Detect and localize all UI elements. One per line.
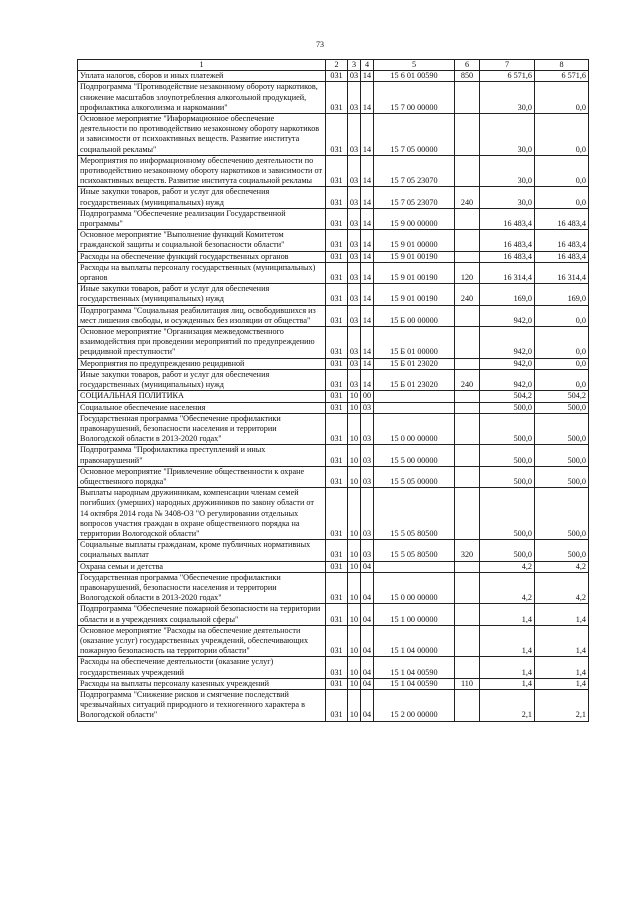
row-name-cell: Подпрограмма "Социальная реабилитация лиц, освободившихся из мест лишения свободы, и осужденных без изоляции от общества" [78,305,326,326]
row-expense-type-cell [455,413,480,445]
row-subsection-cell: 00 [361,391,374,402]
row-subsection-cell: 14 [361,251,374,262]
table-header-row [78,60,589,71]
row-target-article-cell: 15 5 05 00000 [374,466,455,487]
row-amount-1-cell: 942,0 [480,327,535,359]
row-amount-2-cell: 504,2 [535,391,589,402]
row-expense-type-cell [455,327,480,359]
row-name-cell: Иные закупки товаров, работ и услуг для обеспечения государственных (муниципальных) нужд [78,187,326,208]
row-amount-1-cell: 500,0 [480,413,535,445]
row-expense-type-cell [455,305,480,326]
row-section-cell: 10 [348,391,361,402]
row-admin-code-cell: 031 [326,187,348,208]
table-row [78,251,589,262]
row-subsection-cell: 03 [361,488,374,540]
row-expense-type-cell [455,230,480,251]
row-target-article-cell: 15 9 01 00190 [374,251,455,262]
row-amount-1-cell: 30,0 [480,155,535,187]
row-expense-type-cell: 240 [455,369,480,390]
table-row [78,689,589,721]
row-expense-type-cell [455,445,480,466]
table-row [78,488,589,540]
header-cell: 3 [348,60,361,71]
row-amount-2-cell: 16 483,4 [535,208,589,229]
row-subsection-cell: 04 [361,604,374,625]
row-subsection-cell: 14 [361,155,374,187]
row-admin-code-cell: 031 [326,327,348,359]
row-name-cell: Подпрограмма "Профилактика преступлений и иных правонарушений" [78,445,326,466]
row-section-cell: 03 [348,284,361,305]
row-admin-code-cell: 031 [326,82,348,114]
row-subsection-cell: 03 [361,402,374,413]
row-admin-code-cell: 031 [326,540,348,561]
row-subsection-cell: 14 [361,114,374,156]
row-section-cell: 10 [348,657,361,678]
row-name-cell: Расходы на обеспечение функций государственных органов [78,251,326,262]
row-expense-type-cell [455,391,480,402]
table-row [78,358,589,369]
row-expense-type-cell: 240 [455,284,480,305]
row-target-article-cell: 15 7 05 00000 [374,114,455,156]
row-target-article-cell: 15 9 01 00190 [374,284,455,305]
row-name-cell: Подпрограмма "Обеспечение пожарной безопасности на территории области и в учреждениях социальной сферы" [78,604,326,625]
row-target-article-cell: 15 7 05 23070 [374,155,455,187]
row-expense-type-cell [455,155,480,187]
row-admin-code-cell: 031 [326,208,348,229]
table-row [78,466,589,487]
row-admin-code-cell: 031 [326,358,348,369]
row-expense-type-cell: 120 [455,262,480,283]
row-admin-code-cell: 031 [326,488,348,540]
row-section-cell: 03 [348,155,361,187]
row-subsection-cell: 14 [361,71,374,82]
row-expense-type-cell [455,251,480,262]
row-target-article-cell: 15 9 01 00000 [374,230,455,251]
row-admin-code-cell: 031 [326,305,348,326]
row-subsection-cell: 14 [361,187,374,208]
row-name-cell: Расходы на выплаты персоналу казенных учреждений [78,678,326,689]
header-cell: 7 [480,60,535,71]
header-cell: 1 [78,60,326,71]
row-name-cell: Основное мероприятие "Расходы на обеспечение деятельности (оказание услуг) государственных учреждений, обеспечивающих пожарную безопасность на территории области" [78,625,326,657]
row-name-cell: Государственная программа "Обеспечение профилактики правонарушений, безопасности населения и территории Вологодской области в 2013-2020 годах" [78,572,326,604]
table-row [78,284,589,305]
row-section-cell: 10 [348,625,361,657]
row-amount-2-cell: 0,0 [535,82,589,114]
row-section-cell: 10 [348,488,361,540]
table-row [78,230,589,251]
row-amount-2-cell: 0,0 [535,358,589,369]
row-section-cell: 03 [348,230,361,251]
row-target-article-cell: 15 Б 01 23020 [374,369,455,390]
row-amount-1-cell: 16 483,4 [480,251,535,262]
row-admin-code-cell: 031 [326,262,348,283]
row-expense-type-cell [455,208,480,229]
row-amount-2-cell: 500,0 [535,445,589,466]
row-section-cell: 03 [348,187,361,208]
row-subsection-cell: 03 [361,413,374,445]
row-subsection-cell: 14 [361,305,374,326]
row-admin-code-cell: 031 [326,572,348,604]
table-row [78,402,589,413]
row-expense-type-cell [455,561,480,572]
row-expense-type-cell: 850 [455,71,480,82]
row-name-cell: Основное мероприятие "Организация межведомственного взаимодействия при проведении мероприятий по предупреждению рецидивной преступности" [78,327,326,359]
row-target-article-cell: 15 5 00 00000 [374,445,455,466]
row-amount-1-cell: 30,0 [480,82,535,114]
row-amount-2-cell: 1,4 [535,678,589,689]
row-amount-2-cell: 4,2 [535,561,589,572]
row-admin-code-cell: 031 [326,625,348,657]
table-row [78,625,589,657]
table-row [78,187,589,208]
row-amount-1-cell: 30,0 [480,114,535,156]
row-admin-code-cell: 031 [326,71,348,82]
row-amount-1-cell: 4,2 [480,561,535,572]
header-cell: 2 [326,60,348,71]
row-amount-2-cell: 16 314,4 [535,262,589,283]
row-subsection-cell: 04 [361,689,374,721]
row-subsection-cell: 03 [361,540,374,561]
row-target-article-cell [374,391,455,402]
row-amount-1-cell: 500,0 [480,445,535,466]
row-amount-1-cell: 942,0 [480,358,535,369]
row-target-article-cell: 15 1 04 00590 [374,678,455,689]
row-target-article-cell: 15 1 04 00000 [374,625,455,657]
row-amount-1-cell: 504,2 [480,391,535,402]
row-target-article-cell: 15 5 05 80500 [374,540,455,561]
row-section-cell: 03 [348,369,361,390]
row-amount-1-cell: 16 314,4 [480,262,535,283]
row-amount-2-cell: 0,0 [535,305,589,326]
row-target-article-cell: 15 1 04 00590 [374,657,455,678]
row-name-cell: Расходы на выплаты персоналу государственных (муниципальных) органов [78,262,326,283]
row-name-cell: Уплата налогов, сборов и иных платежей [78,71,326,82]
row-admin-code-cell: 031 [326,413,348,445]
row-name-cell: Государственная программа "Обеспечение профилактики правонарушений, безопасности населения и территории Вологодской области в 2013-2020 годах" [78,413,326,445]
row-subsection-cell: 14 [361,369,374,390]
row-name-cell: Подпрограмма "Обеспечение реализации Государственной программы" [78,208,326,229]
table-row [78,391,589,402]
row-expense-type-cell [455,488,480,540]
row-admin-code-cell: 031 [326,230,348,251]
row-amount-1-cell: 942,0 [480,305,535,326]
row-amount-2-cell: 1,4 [535,657,589,678]
row-amount-2-cell: 500,0 [535,413,589,445]
row-subsection-cell: 03 [361,466,374,487]
table-row [78,657,589,678]
row-expense-type-cell [455,689,480,721]
row-name-cell: Основное мероприятие "Выполнение функций Комитетом гражданской защиты и социальной безопасности области" [78,230,326,251]
row-target-article-cell: 15 9 00 00000 [374,208,455,229]
row-name-cell: Основное мероприятие "Привлечение общественности к охране общественного порядка" [78,466,326,487]
row-subsection-cell: 04 [361,572,374,604]
row-subsection-cell: 03 [361,445,374,466]
row-expense-type-cell [455,82,480,114]
row-section-cell: 10 [348,689,361,721]
row-section-cell: 03 [348,262,361,283]
row-target-article-cell: 15 7 00 00000 [374,82,455,114]
row-section-cell: 10 [348,402,361,413]
row-section-cell: 03 [348,327,361,359]
table-row [78,71,589,82]
row-expense-type-cell [455,114,480,156]
row-name-cell: Мероприятия по предупреждению рецидивной [78,358,326,369]
row-amount-1-cell: 1,4 [480,678,535,689]
row-amount-2-cell: 16 483,4 [535,230,589,251]
row-admin-code-cell: 031 [326,369,348,390]
row-expense-type-cell [455,604,480,625]
row-expense-type-cell [455,402,480,413]
row-amount-2-cell: 4,2 [535,572,589,604]
row-name-cell: Охрана семьи и детства [78,561,326,572]
row-target-article-cell: 15 1 00 00000 [374,604,455,625]
row-target-article-cell: 15 5 05 80500 [374,488,455,540]
row-amount-2-cell: 169,0 [535,284,589,305]
row-subsection-cell: 14 [361,358,374,369]
row-subsection-cell: 04 [361,625,374,657]
row-section-cell: 03 [348,82,361,114]
row-amount-2-cell: 2,1 [535,689,589,721]
header-cell: 6 [455,60,480,71]
row-amount-2-cell: 0,0 [535,187,589,208]
row-amount-2-cell: 1,4 [535,625,589,657]
row-expense-type-cell [455,358,480,369]
row-section-cell: 03 [348,358,361,369]
table-row [78,561,589,572]
row-amount-1-cell: 1,4 [480,625,535,657]
row-amount-1-cell: 6 571,6 [480,71,535,82]
row-admin-code-cell: 031 [326,402,348,413]
row-section-cell: 03 [348,305,361,326]
row-target-article-cell: 15 0 00 00000 [374,413,455,445]
row-section-cell: 03 [348,114,361,156]
row-expense-type-cell: 240 [455,187,480,208]
row-admin-code-cell: 031 [326,284,348,305]
row-expense-type-cell: 110 [455,678,480,689]
row-admin-code-cell: 031 [326,657,348,678]
row-amount-1-cell: 169,0 [480,284,535,305]
row-section-cell: 10 [348,572,361,604]
row-target-article-cell: 15 9 01 00190 [374,262,455,283]
row-amount-2-cell: 1,4 [535,604,589,625]
row-amount-1-cell: 30,0 [480,187,535,208]
table-row [78,305,589,326]
row-target-article-cell: 15 7 05 23070 [374,187,455,208]
row-admin-code-cell: 031 [326,561,348,572]
row-amount-1-cell: 500,0 [480,466,535,487]
row-section-cell: 10 [348,466,361,487]
table-row [78,208,589,229]
row-section-cell: 03 [348,71,361,82]
table-row [78,369,589,390]
row-admin-code-cell: 031 [326,445,348,466]
table-row [78,327,589,359]
row-subsection-cell: 14 [361,82,374,114]
row-amount-1-cell: 500,0 [480,402,535,413]
row-section-cell: 10 [348,413,361,445]
row-target-article-cell: 15 6 01 00590 [374,71,455,82]
row-subsection-cell: 14 [361,262,374,283]
row-name-cell: Выплаты народным дружинникам, компенсации членам семей погибших (умерших) народных дружинников по закону области от 14 октября 2014 года № 3408-ОЗ "О регулировании отдельных вопросов участия граждан в охране общественного порядка на территории Вологодской области" [78,488,326,540]
row-name-cell: Подпрограмма "Противодействие незаконному обороту наркотиков, снижение масштабов злоупотребления алкогольной продукцией, профилактика алкоголизма и наркомании" [78,82,326,114]
row-amount-2-cell: 6 571,6 [535,71,589,82]
row-subsection-cell: 14 [361,284,374,305]
row-amount-2-cell: 0,0 [535,327,589,359]
row-target-article-cell: 15 0 00 00000 [374,572,455,604]
row-subsection-cell: 14 [361,230,374,251]
row-amount-1-cell: 1,4 [480,604,535,625]
row-amount-1-cell: 4,2 [480,572,535,604]
row-expense-type-cell [455,466,480,487]
row-amount-2-cell: 0,0 [535,369,589,390]
row-section-cell: 10 [348,678,361,689]
row-amount-1-cell: 1,4 [480,657,535,678]
row-section-cell: 10 [348,445,361,466]
table-row [78,82,589,114]
row-section-cell: 10 [348,561,361,572]
row-admin-code-cell: 031 [326,391,348,402]
row-name-cell: Социальные выплаты гражданам, кроме публичных нормативных социальных выплат [78,540,326,561]
row-section-cell: 10 [348,604,361,625]
row-admin-code-cell: 031 [326,155,348,187]
table-row [78,604,589,625]
row-expense-type-cell: 320 [455,540,480,561]
row-target-article-cell: 15 2 00 00000 [374,689,455,721]
table-row [78,114,589,156]
row-subsection-cell: 04 [361,678,374,689]
row-name-cell: Подпрограмма "Снижение рисков и смягчение последствий чрезвычайных ситуаций природного и техногенного характера в Вологодской области" [78,689,326,721]
row-admin-code-cell: 031 [326,678,348,689]
row-section-cell: 03 [348,251,361,262]
row-target-article-cell [374,402,455,413]
row-name-cell: Иные закупки товаров, работ и услуг для обеспечения государственных (муниципальных) нужд [78,284,326,305]
table-row [78,155,589,187]
header-cell: 5 [374,60,455,71]
row-amount-2-cell: 500,0 [535,466,589,487]
row-name-cell: Мероприятия по информационному обеспечению деятельности по противодействию незаконному обороту наркотиков и зависимости от психоактивных веществ. Развитие института социальной рекламы [78,155,326,187]
row-amount-1-cell: 500,0 [480,540,535,561]
row-amount-1-cell: 16 483,4 [480,230,535,251]
row-section-cell: 10 [348,540,361,561]
row-name-cell: Расходы на обеспечение деятельности (оказание услуг) государственных учреждений [78,657,326,678]
budget-table [77,59,589,722]
row-expense-type-cell [455,625,480,657]
table-row [78,445,589,466]
table-row [78,413,589,445]
row-amount-2-cell: 500,0 [535,540,589,561]
row-admin-code-cell: 031 [326,114,348,156]
row-target-article-cell: 15 Б 00 00000 [374,305,455,326]
row-subsection-cell: 14 [361,208,374,229]
row-amount-1-cell: 500,0 [480,488,535,540]
row-amount-2-cell: 16 483,4 [535,251,589,262]
row-target-article-cell: 15 Б 01 00000 [374,327,455,359]
row-name-cell: Иные закупки товаров, работ и услуг для обеспечения государственных (муниципальных) нужд [78,369,326,390]
row-subsection-cell: 14 [361,327,374,359]
header-cell: 8 [535,60,589,71]
row-amount-2-cell: 0,0 [535,114,589,156]
row-subsection-cell: 04 [361,657,374,678]
row-amount-2-cell: 0,0 [535,155,589,187]
row-target-article-cell: 15 Б 01 23020 [374,358,455,369]
row-name-cell: СОЦИАЛЬНАЯ ПОЛИТИКА [78,391,326,402]
row-amount-1-cell: 2,1 [480,689,535,721]
row-target-article-cell [374,561,455,572]
row-amount-1-cell: 942,0 [480,369,535,390]
row-admin-code-cell: 031 [326,466,348,487]
row-amount-1-cell: 16 483,4 [480,208,535,229]
row-admin-code-cell: 031 [326,251,348,262]
row-subsection-cell: 04 [361,561,374,572]
page-number: 73 [316,40,324,49]
row-name-cell: Социальное обеспечение населения [78,402,326,413]
row-amount-2-cell: 500,0 [535,402,589,413]
row-amount-2-cell: 500,0 [535,488,589,540]
row-expense-type-cell [455,572,480,604]
row-admin-code-cell: 031 [326,604,348,625]
table-row [78,572,589,604]
header-cell: 4 [361,60,374,71]
row-section-cell: 03 [348,208,361,229]
table-row [78,262,589,283]
table-row [78,678,589,689]
row-admin-code-cell: 031 [326,689,348,721]
table-row [78,540,589,561]
row-expense-type-cell [455,657,480,678]
row-name-cell: Основное мероприятие "Информационное обеспечение деятельности по противодействию незаконному обороту наркотиков и зависимости от психоактивных веществ. Развитие института социальной рекламы" [78,114,326,156]
